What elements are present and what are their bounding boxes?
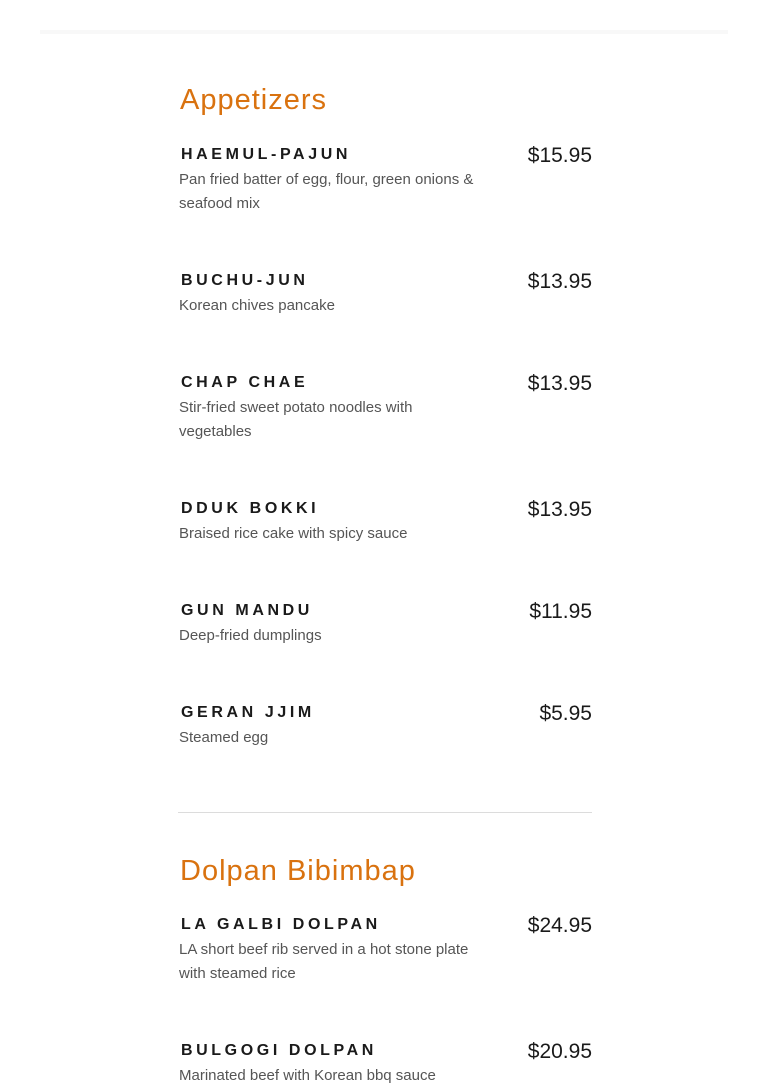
item-description: Stir-fried sweet potato noodles with vegetables xyxy=(179,399,413,440)
item-price: $15.95 xyxy=(527,144,592,167)
item-price: $13.95 xyxy=(527,270,592,293)
item-description: Braised rice cake with spicy sauce xyxy=(179,525,408,542)
item-price: $11.95 xyxy=(529,600,592,623)
top-divider xyxy=(40,30,728,34)
item-price: $20.95 xyxy=(527,1040,592,1063)
section-title: Dolpan Bibimbap xyxy=(180,855,416,887)
item-description: Pan fried batter of egg, flour, green onions & seafood mix xyxy=(179,171,474,212)
section-divider xyxy=(178,812,592,813)
item-name: GERAN JJIM xyxy=(181,704,315,721)
item-description: Korean chives pancake xyxy=(179,297,335,314)
item-price: $24.95 xyxy=(527,914,592,937)
item-name: LA GALBI DOLPAN xyxy=(181,916,381,933)
item-description: Marinated beef with Korean bbq sauce xyxy=(179,1067,436,1084)
item-name: DDUK BOKKI xyxy=(181,500,320,517)
item-name: GUN MANDU xyxy=(181,602,313,619)
item-price: $5.95 xyxy=(539,702,592,725)
item-price: $13.95 xyxy=(527,372,592,395)
section-title: Appetizers xyxy=(180,84,328,116)
item-name: BULGOGI DOLPAN xyxy=(181,1042,377,1059)
item-description: Deep-fried dumplings xyxy=(179,627,322,644)
item-price: $13.95 xyxy=(527,498,592,521)
item-name: CHAP CHAE xyxy=(181,374,309,391)
item-description: LA short beef rib served in a hot stone plate with steamed rice xyxy=(179,941,469,982)
item-name: BUCHU-JUN xyxy=(181,272,309,289)
item-name: HAEMUL-PAJUN xyxy=(181,146,352,163)
item-description: Steamed egg xyxy=(179,729,269,746)
